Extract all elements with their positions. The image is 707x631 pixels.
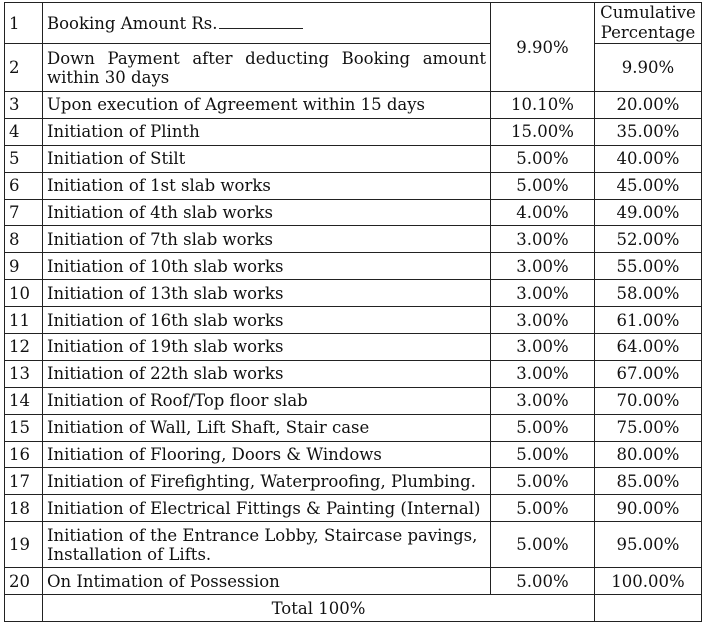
row-number: 9 (5, 253, 43, 280)
table-row (5, 145, 702, 172)
row-description: Initiation of 22th slab works (43, 360, 491, 387)
table-row (5, 387, 702, 414)
total-label: Total 100% (43, 595, 595, 622)
row-number: 2 (5, 44, 43, 92)
table-row (5, 3, 702, 44)
booking-label: Booking Amount Rs. (47, 13, 218, 33)
row-number: 6 (5, 172, 43, 199)
row-percent: 5.00% (491, 568, 595, 595)
total-row (5, 595, 702, 622)
table-row (5, 44, 702, 92)
row-percent: 4.00% (491, 199, 595, 226)
row-percent: 3.00% (491, 280, 595, 307)
row-number: 20 (5, 568, 43, 595)
row-cumulative: 58.00% (595, 280, 702, 307)
row-description: Initiation of Firefighting, Waterproofing, Plumbing. (43, 468, 491, 495)
row-description: Initiation of 7th slab works (43, 226, 491, 253)
row-description: Initiation of 19th slab works (43, 334, 491, 361)
row-description: Initiation of Roof/Top floor slab (43, 387, 491, 414)
table-row (5, 414, 702, 441)
row-description: Down Payment after deducting Booking amount within 30 days (43, 44, 491, 92)
table-row (5, 441, 702, 468)
table-row (5, 568, 702, 595)
row-percent: 15.00% (491, 118, 595, 145)
row-description: Initiation of Plinth (43, 118, 491, 145)
row-description: Upon execution of Agreement within 15 days (43, 92, 491, 119)
row-cumulative: 80.00% (595, 441, 702, 468)
row-cumulative: 52.00% (595, 226, 702, 253)
row-number: 16 (5, 441, 43, 468)
row-percent: 5.00% (491, 468, 595, 495)
row-percent: 3.00% (491, 226, 595, 253)
row-percent: 3.00% (491, 334, 595, 361)
row-cumulative: 85.00% (595, 468, 702, 495)
row-cumulative: 20.00% (595, 92, 702, 119)
row-cumulative: 67.00% (595, 360, 702, 387)
table-row (5, 495, 702, 522)
row-cumulative: 64.00% (595, 334, 702, 361)
table-row (5, 92, 702, 119)
row-percent: 5.00% (491, 145, 595, 172)
row-cumulative: 40.00% (595, 145, 702, 172)
amount-blank-line (219, 14, 303, 29)
row-description: Initiation of 10th slab works (43, 253, 491, 280)
cumulative-header-line1: Cumulative (600, 3, 696, 22)
table-row (5, 522, 702, 568)
row-cumulative: 70.00% (595, 387, 702, 414)
table-row (5, 118, 702, 145)
row-percent: 5.00% (491, 172, 595, 199)
row-number: 15 (5, 414, 43, 441)
row-cumulative: 75.00% (595, 414, 702, 441)
row-cumulative: 95.00% (595, 522, 702, 568)
row-description: Initiation of Flooring, Doors & Windows (43, 441, 491, 468)
table-row (5, 172, 702, 199)
table-row (5, 468, 702, 495)
cumulative-header-line2: Percentage (600, 23, 696, 42)
row-description: Initiation of 1st slab works (43, 172, 491, 199)
row-percent: 5.00% (491, 414, 595, 441)
table-row (5, 307, 702, 334)
row-cumulative: 61.00% (595, 307, 702, 334)
row-percent: 5.00% (491, 495, 595, 522)
row-number: 3 (5, 92, 43, 119)
table-row (5, 253, 702, 280)
row-percent: 3.00% (491, 387, 595, 414)
table-row (5, 360, 702, 387)
row-description: Initiation of 4th slab works (43, 199, 491, 226)
row-number: 11 (5, 307, 43, 334)
payment-schedule-table (4, 2, 702, 622)
row-cumulative: 100.00% (595, 568, 702, 595)
row-description: Initiation of Stilt (43, 145, 491, 172)
row-percent: 3.00% (491, 253, 595, 280)
row-description: Initiation of Wall, Lift Shaft, Stair case (43, 414, 491, 441)
row-percent: 5.00% (491, 441, 595, 468)
row-number: 4 (5, 118, 43, 145)
row-description: Initiation of Electrical Fittings & Painting (Internal) (43, 495, 491, 522)
row-cumulative: 49.00% (595, 199, 702, 226)
row-number: 18 (5, 495, 43, 522)
table-row (5, 280, 702, 307)
row-percent: 10.10% (491, 92, 595, 119)
row-number: 19 (5, 522, 43, 568)
row-description: Initiation of 16th slab works (43, 307, 491, 334)
row-number: 10 (5, 280, 43, 307)
row-cumulative: 90.00% (595, 495, 702, 522)
row-number: 13 (5, 360, 43, 387)
row-percent: 5.00% (491, 522, 595, 568)
row-cumulative: 9.90% (595, 44, 702, 92)
table-row (5, 334, 702, 361)
row-percent: 3.00% (491, 307, 595, 334)
row-number: 7 (5, 199, 43, 226)
row-cumulative: 55.00% (595, 253, 702, 280)
row-number: 5 (5, 145, 43, 172)
row-cumulative: 35.00% (595, 118, 702, 145)
row-description: Initiation of 13th slab works (43, 280, 491, 307)
row-description: On Intimation of Possession (43, 568, 491, 595)
row-number: 14 (5, 387, 43, 414)
row-number: 17 (5, 468, 43, 495)
row-percent: 3.00% (491, 360, 595, 387)
cumulative-header (595, 3, 702, 44)
row-description (43, 3, 491, 44)
row-number: 8 (5, 226, 43, 253)
row-number: 1 (5, 3, 43, 44)
table-row (5, 199, 702, 226)
row-description: Initiation of the Entrance Lobby, Staircase pavings, Installation of Lifts. (43, 522, 491, 568)
row-number: 12 (5, 334, 43, 361)
booking-down-payment-percent: 9.90% (491, 3, 595, 92)
table-row (5, 226, 702, 253)
row-cumulative: 45.00% (595, 172, 702, 199)
